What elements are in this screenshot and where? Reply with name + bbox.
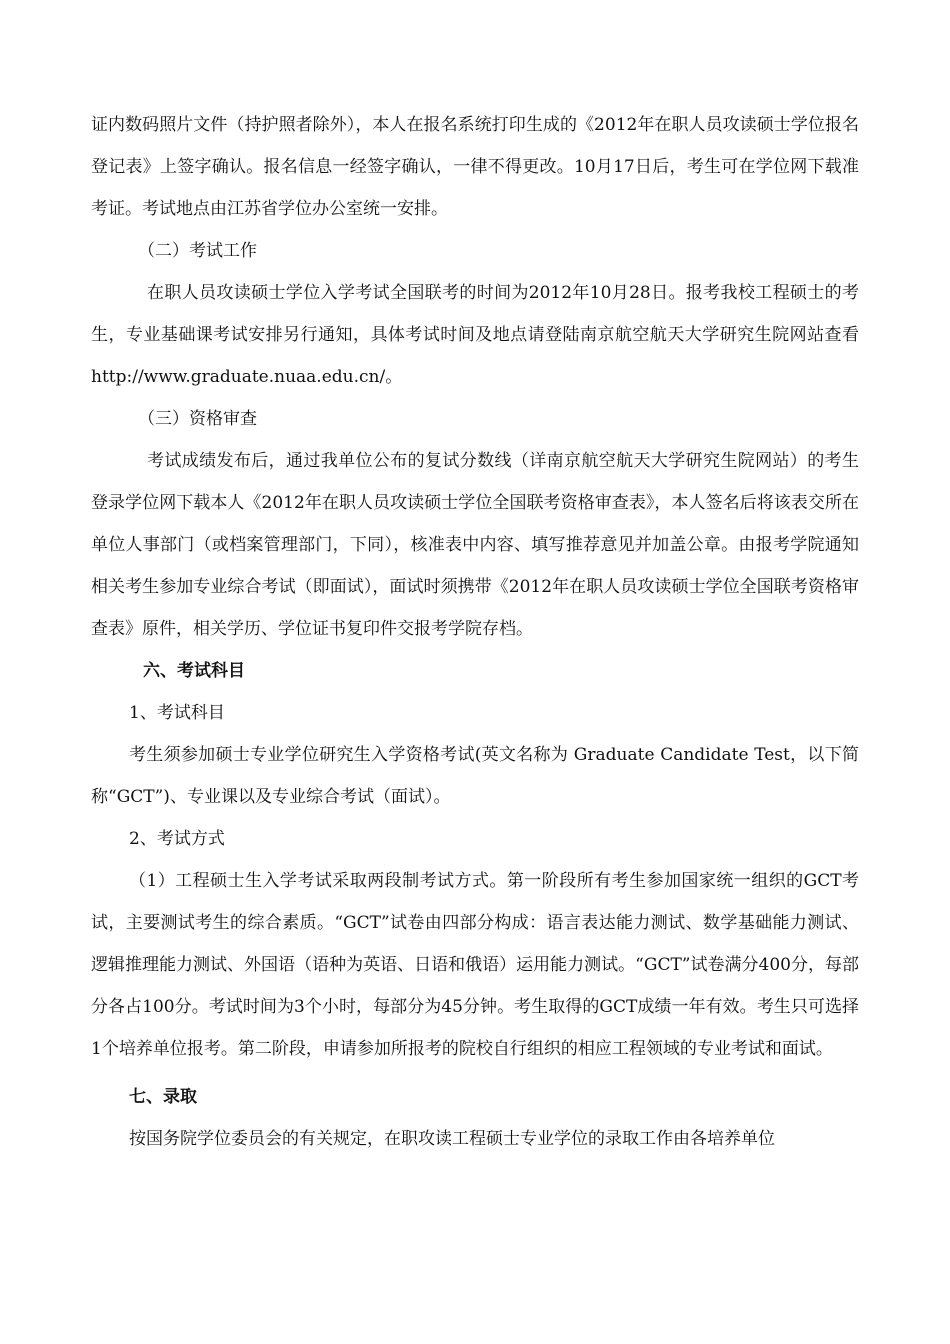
paragraph-registration-confirmation: 证内数码照片文件（持护照者除外），本人在报名系统打印生成的《2012年在职人员攻读硕士学位报名登记表》上签字确认。报名信息一经签字确认，一律不得更改。10月17日后，考生可在学位网下载准考证。考试地点由江苏省学位办公室统一安排。: [91, 115, 859, 219]
paragraph-exam-schedule: 在职人员攻读硕士学位入学考试全国联考的时间为2012年10月28日。报考我校工程硕士的考生，专业基础课考试安排另行通知，具体考试时间及地点请登陆南京航空航天大学研究生院网站查看 http://www.graduate.nuaa.edu.cn/。: [91, 283, 859, 387]
document-body: [91, 104, 859, 1160]
paragraph-admission: 按国务院学位委员会的有关规定，在职攻读工程硕士专业学位的录取工作由各培养单位: [129, 1129, 775, 1149]
heading-admission: 七、录取: [129, 1087, 197, 1107]
paragraph-qualification-review: 考试成绩发布后，通过我单位公布的复试分数线（详南京航空航天大学研究生院网站）的考生登录学位网下载本人《2012年在职人员攻读硕士学位全国联考资格审查表》，本人签名后将该表交所在单位人事部门（或档案管理部门，下同），核准表中内容、填写推荐意见并加盖公章。由报考学院通知相关考生参加专业综合考试（即面试），面试时须携带《2012年在职人员攻读硕士学位全国联考资格审查表》原件，相关学历、学位证书复印件交报考学院存档。: [91, 451, 859, 639]
heading-subjects-list: 1、考试科目: [129, 703, 225, 723]
paragraph-gct-requirement: 考生须参加硕士专业学位研究生入学资格考试(英文名称为 Graduate Candidate Test，以下简称“GCT”)、专业课以及专业综合考试（面试）。: [91, 745, 859, 807]
heading-exam-work: （二）考试工作: [138, 241, 257, 261]
heading-qualification-review: （三）资格审查: [138, 409, 257, 429]
paragraph-exam-method-detail: （1）工程硕士生入学考试采取两段制考试方式。第一阶段所有考生参加国家统一组织的GCT考试，主要测试考生的综合素质。“GCT”试卷由四部分构成：语言表达能力测试、数学基础能力测试、逻辑推理能力测试、外国语（语种为英语、日语和俄语）运用能力测试。“GCT”试卷满分400分，每部分各占100分。考试时间为3个小时，每部分为45分钟。考生取得的GCT成绩一年有效。考生只可选择1个培养单位报考。第二阶段，申请参加所报考的院校自行组织的相应工程领域的专业考试和面试。: [91, 871, 859, 1059]
heading-exam-method: 2、考试方式: [129, 829, 225, 849]
heading-exam-subjects: 六、考试科目: [143, 661, 245, 681]
